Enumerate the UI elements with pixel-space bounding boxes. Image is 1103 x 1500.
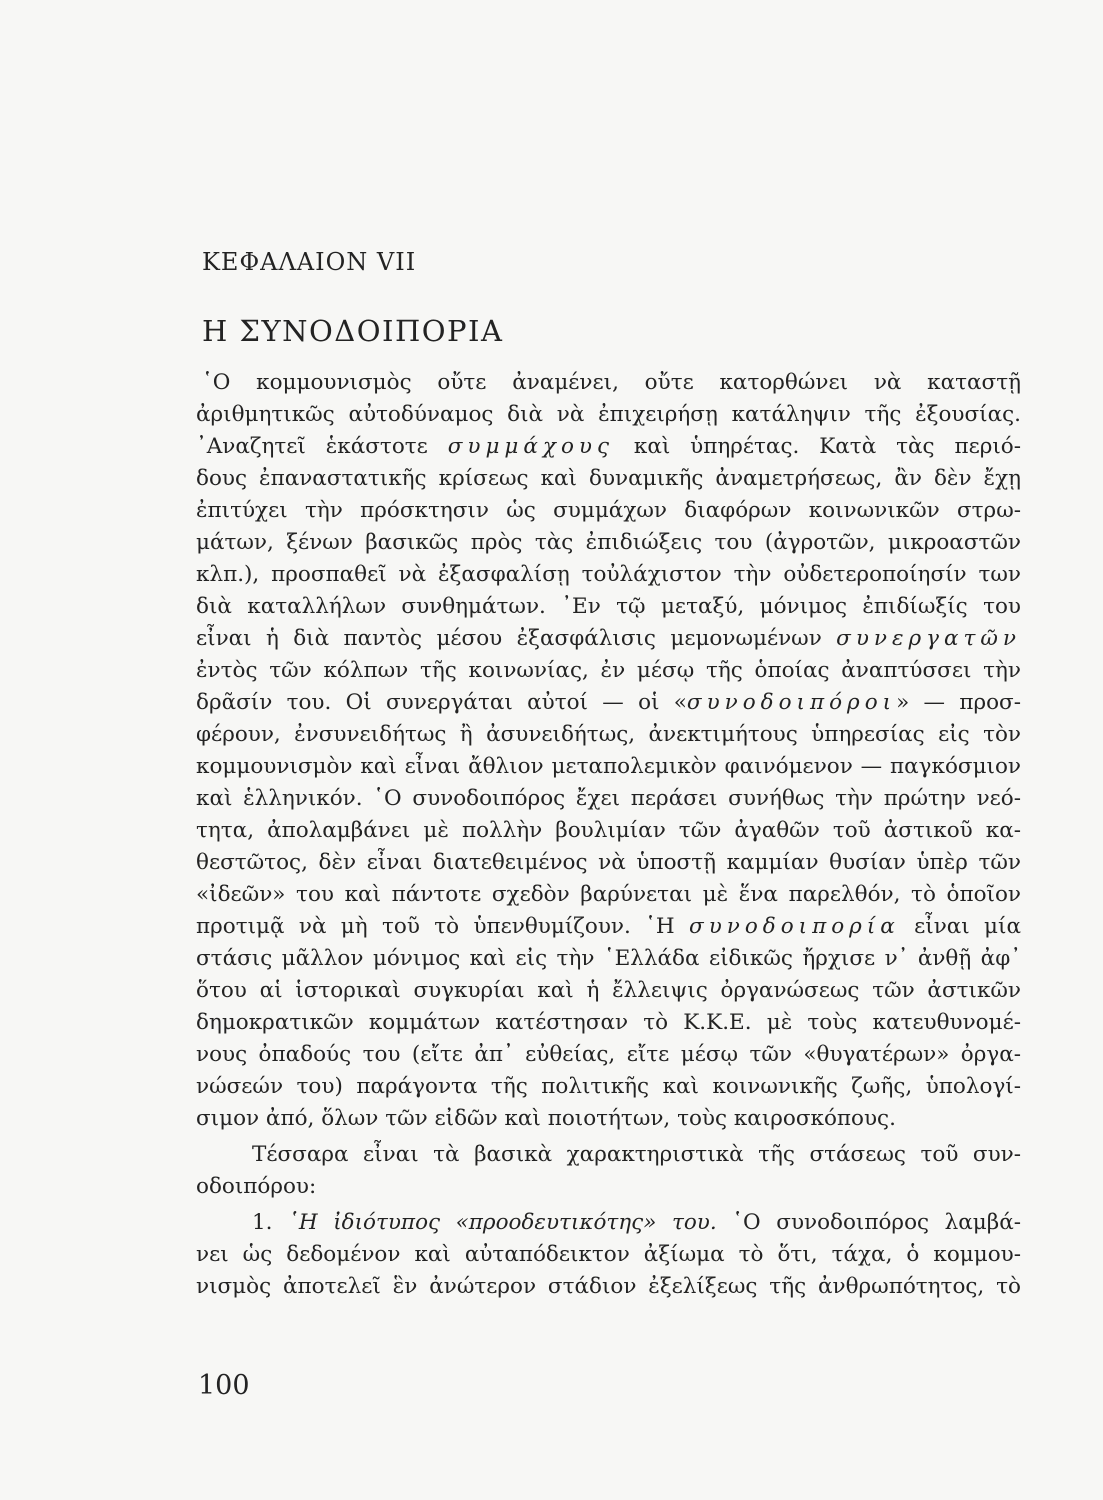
text-line: νει ὡς δεδομένον καὶ αὐταπόδεικτον ἀξίωμα τὸ ὅτι, τάχα, ὁ κομμου- bbox=[196, 1242, 1021, 1267]
text-line: νώσεών του) παράγοντα τῆς πολιτικῆς καὶ κοινωνικῆς ζωῆς, ὑπολογί- bbox=[196, 1074, 1021, 1099]
text-line: καὶ ἑλληνικόν. ῾Ο συνοδοιπόρος ἔχει περάσει συνήθως τὴν πρώτην νεό- bbox=[196, 786, 1021, 811]
text-line: δρᾶσίν του. Οἱ συνεργάται αὐτοί — οἱ «συνοδοιπόροι» — προσ- bbox=[196, 690, 1021, 715]
page-number: 100 bbox=[198, 1370, 250, 1401]
text-line: θεστῶτος, δὲν εἶναι διατεθειμένος νὰ ὑποστῇ καμμίαν θυσίαν ὑπὲρ τῶν bbox=[196, 850, 1021, 875]
text-line: δους ἐπαναστατικῆς κρίσεως καὶ δυναμικῆς ἀναμετρήσεως, ἂν δὲν ἔχῃ bbox=[196, 466, 1021, 491]
text-line: νους ὀπαδούς του (εἴτε ἀπ᾿ εὐθείας, εἴτε μέσῳ τῶν «θυγατέρων» ὀργα- bbox=[196, 1042, 1021, 1067]
text-line: ᾿Αναζητεῖ ἑκάστοτε συμμάχους καὶ ὑπηρέτας. Κατὰ τὰς περιό- bbox=[196, 434, 1021, 459]
emphasis-word: συνεργατῶν bbox=[836, 626, 1021, 651]
text-line: ῾Ο κομμουνισμὸς οὔτε ἀναμένει, οὔτε κατορθώνει νὰ καταστῇ bbox=[202, 370, 1021, 395]
text-line: κλπ.), προσπαθεῖ νὰ ἐξασφαλίσῃ τοὐλάχιστον τὴν οὐδετεροποίησίν των bbox=[196, 562, 1021, 587]
text-line: κομμουνισμὸν καὶ εἶναι ἄθλιον μεταπολεμικὸν φαινόμενον — παγκόσμιον bbox=[196, 754, 1021, 779]
text-line: τητα, ἀπολαμβάνει μὲ πολλὴν βουλιμίαν τῶν ἀγαθῶν τοῦ ἀστικοῦ κα- bbox=[196, 818, 1021, 843]
text-line: διὰ καταλλήλων συνθημάτων. ᾿Εν τῷ μεταξύ, μόνιμος ἐπιδίωξίς του bbox=[196, 594, 1021, 619]
text-line: ἐντὸς τῶν κόλπων τῆς κοινωνίας, ἐν μέσῳ τῆς ὁποίας ἀναπτύσσει τὴν bbox=[196, 658, 1021, 683]
text-line: δημοκρατικῶν κομμάτων κατέστησαν τὸ Κ.Κ.Ε. μὲ τοὺς κατευθυνομέ- bbox=[196, 1010, 1021, 1035]
text-line: φέρουν, ἐνσυνειδήτως ἢ ἀσυνειδήτως, ἀνεκτιμήτους ὑπηρεσίας εἰς τὸν bbox=[196, 722, 1021, 747]
text-line: ἀριθμητικῶς αὐτοδύναμος διὰ νὰ ἐπιχειρήσῃ κατάληψιν τῆς ἐξουσίας. bbox=[196, 402, 1021, 427]
text-line: νισμὸς ἀποτελεῖ ἓν ἀνώτερον στάδιον ἐξελίξεως τῆς ἀνθρωπότητος, τὸ bbox=[196, 1274, 1021, 1299]
italic-heading: ῾Η ἰδιότυπος «προοδευτικότης» του. bbox=[288, 1210, 717, 1235]
emphasis-word: συνοδοιπορία bbox=[689, 914, 900, 939]
text-line: Τέσσαρα εἶναι τὰ βασικὰ χαρακτηριστικὰ τῆς στάσεως τοῦ συν- bbox=[252, 1142, 1021, 1167]
text-line: στάσις μᾶλλον μόνιμος καὶ εἰς τὴν ῾Ελλάδα εἰδικῶς ἤρχισε ν᾿ ἀνθῇ ἀφ᾿ bbox=[196, 946, 1021, 971]
text-line: 1. ῾Η ἰδιότυπος «προοδευτικότης» του. ῾Ο συνοδοιπόρος λαμβά- bbox=[252, 1210, 1021, 1235]
text-line: προτιμᾷ νὰ μὴ τοῦ τὸ ὑπενθυμίζουν. ῾Η συνοδοιπορία εἶναι μία bbox=[196, 914, 1021, 939]
text-line: εἶναι ἡ διὰ παντὸς μέσου ἐξασφάλισις μεμονωμένων συνεργατῶν bbox=[196, 626, 1021, 651]
chapter-title: Η ΣΥΝΟΔΟΙΠΟΡΙΑ bbox=[202, 314, 504, 348]
emphasis-word: συνοδοιπόροι bbox=[686, 690, 897, 715]
text-line: ὅτου αἱ ἱστορικαὶ συγκυρίαι καὶ ἡ ἔλλειψις ὀργανώσεως τῶν ἀστικῶν bbox=[196, 978, 1021, 1003]
text-line: ἐπιτύχει τὴν πρόσκτησιν ὡς συμμάχων διαφόρων κοινωνικῶν στρω- bbox=[196, 498, 1021, 523]
text-line: σιμον ἀπό, ὅλων τῶν εἰδῶν καὶ ποιοτήτων, τοὺς καιροσκόπους. bbox=[196, 1106, 896, 1131]
emphasis-word: συμμάχους bbox=[447, 434, 614, 459]
text-line: «ἰδεῶν» του καὶ πάντοτε σχεδὸν βαρύνεται μὲ ἕνα παρελθόν, τὸ ὁποῖον bbox=[196, 882, 1021, 907]
text-line: οδοιπόρου: bbox=[196, 1174, 317, 1199]
text-line: μάτων, ξένων βασικῶς πρὸς τὰς ἐπιδιώξεις του (ἀγροτῶν, μικροαστῶν bbox=[196, 530, 1021, 555]
chapter-label: ΚΕΦΑΛΑΙΟΝ VII bbox=[202, 248, 417, 276]
